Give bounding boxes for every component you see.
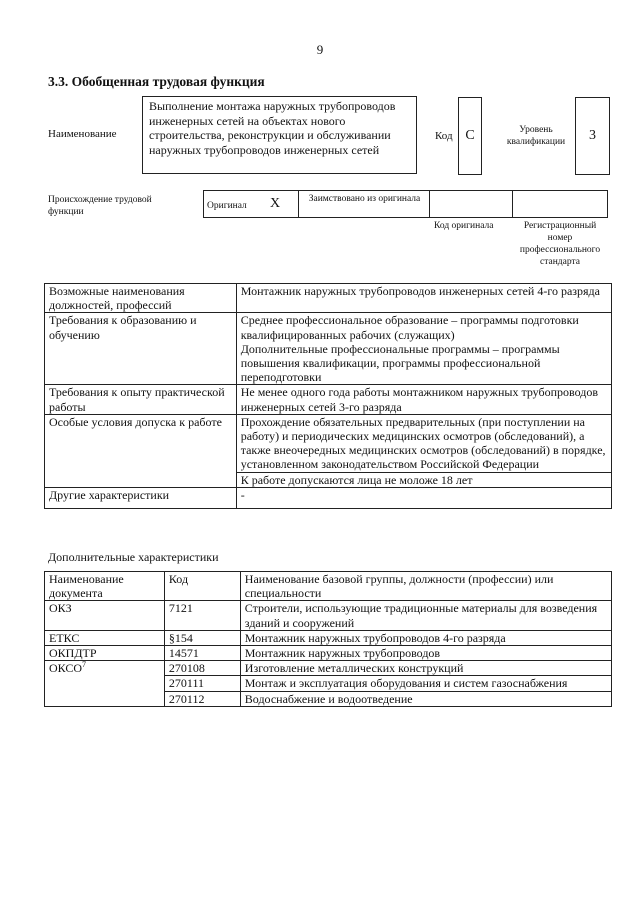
table-row [45,414,612,472]
name-label: Наименование [48,128,117,140]
code-cell: §154 [164,630,240,645]
code-original-caption: Код оригинала [434,221,494,231]
row-value [236,313,611,385]
origin-divider-3 [512,191,513,217]
table-row [45,385,612,414]
table-row [45,646,612,661]
origin-divider-1 [298,191,299,217]
name-cell: Водоснабжение и водоотведение [240,691,611,706]
row-value: - [236,487,611,508]
doc-cell-okso [45,661,165,707]
row-value: Прохождение обязательных предварительных (при поступлении на работу) и периодических медицинских осмотров (обследований), а также внеочередных медицинских осмотров (обследований) в порядке, установленном законодательством Российской Федерации [236,414,611,472]
code-cell: 270111 [164,676,240,691]
table-row [45,661,612,676]
table-row [45,284,612,313]
header-code: Код [164,572,240,601]
header-doc: Наименование документа [45,572,165,601]
row-label: Особые условия допуска к работе [45,414,237,487]
characteristics-table [44,283,612,509]
doc-cell: ЕТКС [45,630,165,645]
row-value: Монтажник наружных трубопроводов инженерных сетей 4-го разряда [236,284,611,313]
code-cell: 14571 [164,646,240,661]
code-cell: 270112 [164,691,240,706]
table-header-row [45,572,612,601]
row-value: К работе допускаются лица не моложе 18 лет [236,472,611,487]
additional-title: Дополнительные характеристики [48,550,219,564]
name-cell: Строители, использующие традиционные материалы для возведения зданий и сооружений [240,601,611,630]
section-title: 3.3. Обобщенная трудовая функция [48,74,265,89]
name-cell: Монтажник наружных трубопроводов 4-го разряда [240,630,611,645]
row-value-line: Дополнительные профессиональные программы – программы повышения квалификации, программы профессиональной переподготовки [240,341,560,385]
original-label: Оригинал [207,201,247,211]
code-cell: 270108 [164,661,240,676]
row-label: Требования к опыту практической работы [45,385,237,414]
okso-footnote: 7 [82,660,87,670]
table-row [45,630,612,645]
code-cell: 7121 [164,601,240,630]
table-row [45,487,612,508]
okso-label: ОКСО [49,661,83,676]
page-number: 9 [316,42,324,57]
row-label: Возможные наименования должностей, профессий [45,284,237,313]
name-cell: Монтаж и эксплуатация оборудования и систем газоснабжения [240,676,611,691]
row-label: Другие характеристики [45,487,237,508]
name-cell: Монтажник наружных трубопроводов [240,646,611,661]
level-value-box: 3 [575,97,610,175]
doc-cell: ОКЗ [45,601,165,630]
additional-table [44,571,612,707]
reg-number-caption: Регистрационный номер профессионального стандарта [519,221,601,267]
borrowed-label: Заимствовано из оригинала [308,194,421,204]
function-name-box: Выполнение монтажа наружных трубопроводов инженерных сетей на объектах нового строительства, реконструкции и обслуживании наружных трубопроводов инженерных сетей [142,96,417,174]
original-mark: X [270,196,281,211]
code-label: Код [435,130,453,142]
level-label: Уровень квалификации [506,125,566,147]
origin-row [203,190,608,218]
origin-divider-2 [429,191,430,217]
table-row [45,601,612,630]
table-row [45,313,612,385]
code-value-box: C [458,97,482,175]
header-name: Наименование базовой группы, должности (профессии) или специальности [240,572,611,601]
doc-cell: ОКПДТР [45,646,165,661]
name-cell: Изготовление металлических конструкций [240,661,611,676]
row-value: Не менее одного года работы монтажником наружных трубопроводов инженерных сетей 3-го разряда [236,385,611,414]
origin-label: Происхождение трудовой функции [48,195,152,217]
row-value-line: Среднее профессиональное образование – программы подготовки квалифицированных рабочих (служащих) [240,313,579,342]
row-label: Требования к образованию и обучению [45,313,237,385]
